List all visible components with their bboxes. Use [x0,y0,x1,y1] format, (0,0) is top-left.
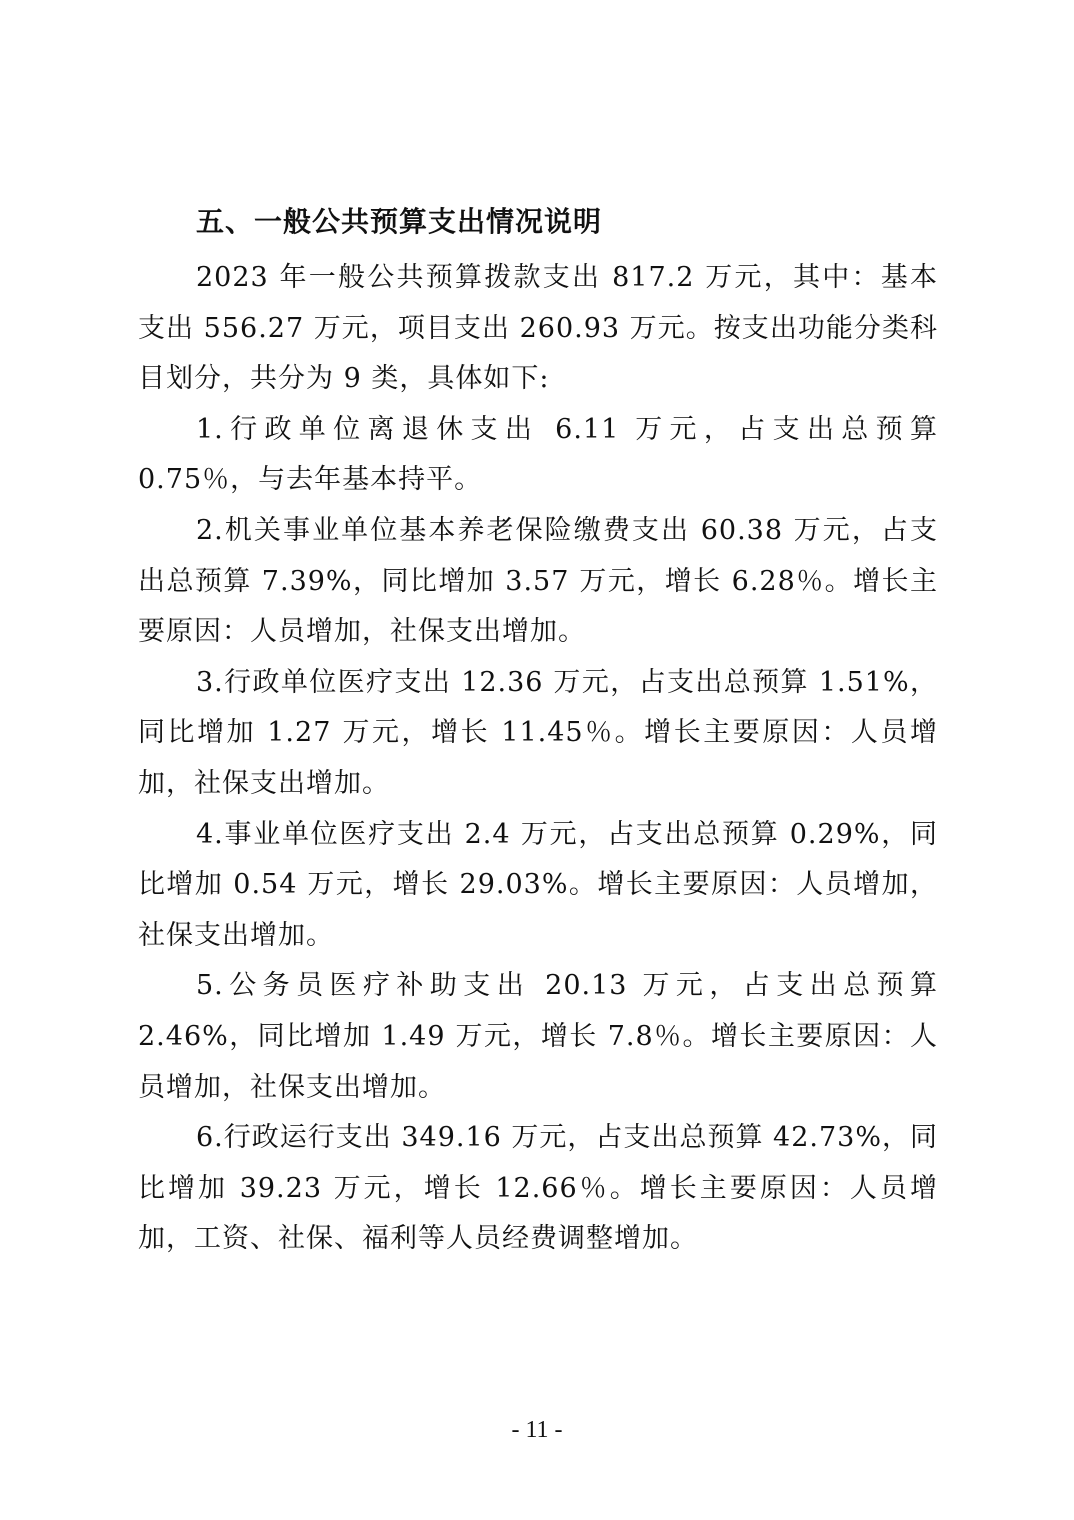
paragraph-item-2: 2.机关事业单位基本养老保险缴费支出 60.38 万元，占支出总预算 7.39%，同比增加 3.57 万元，增长 6.28％。增长主要原因：人员增加，社保支出增加。 [138,514,938,648]
paragraph-item-3: 3.行政单位医疗支出 12.36 万元，占支出总预算 1.51%，同比增加 1.27 万元，增长 11.45％。增长主要原因：人员增加，社保支出增加。 [138,666,938,799]
paragraph-item-4: 4.事业单位医疗支出 2.4 万元，占支出总预算 0.29%，同比增加 0.54 万元，增长 29.03%。增长主要原因：人员增加，社保支出增加。 [138,818,938,951]
body-text [138,253,938,1265]
paragraph-item-6: 6.行政运行支出 349.16 万元，占支出总预算 42.73%，同比增加 39.23 万元，增长 12.66％。增长主要原因：人员增加，工资、社保、福利等人员经费调整增加。 [138,1122,938,1255]
paragraph-item-5: 5.公务员医疗补助支出 20.13 万元，占支出总预算 2.46%，同比增加 1.49 万元，增长 7.8％。增长主要原因：人员增加，社保支出增加。 [138,970,938,1103]
paragraph-item-1: 1.行政单位离退休支出 6.11 万元，占支出总预算 0.75％，与去年基本持平。 [138,413,938,496]
section-heading: 五、一般公共预算支出情况说明 [196,205,603,238]
paragraph-intro: 2023 年一般公共预算拨款支出 817.2 万元，其中：基本支出 556.27 万元，项目支出 260.93 万元。按支出功能分类科目划分，共分为 9 类，具体如下: [138,262,938,395]
page-number: - 11 - [511,1417,563,1443]
